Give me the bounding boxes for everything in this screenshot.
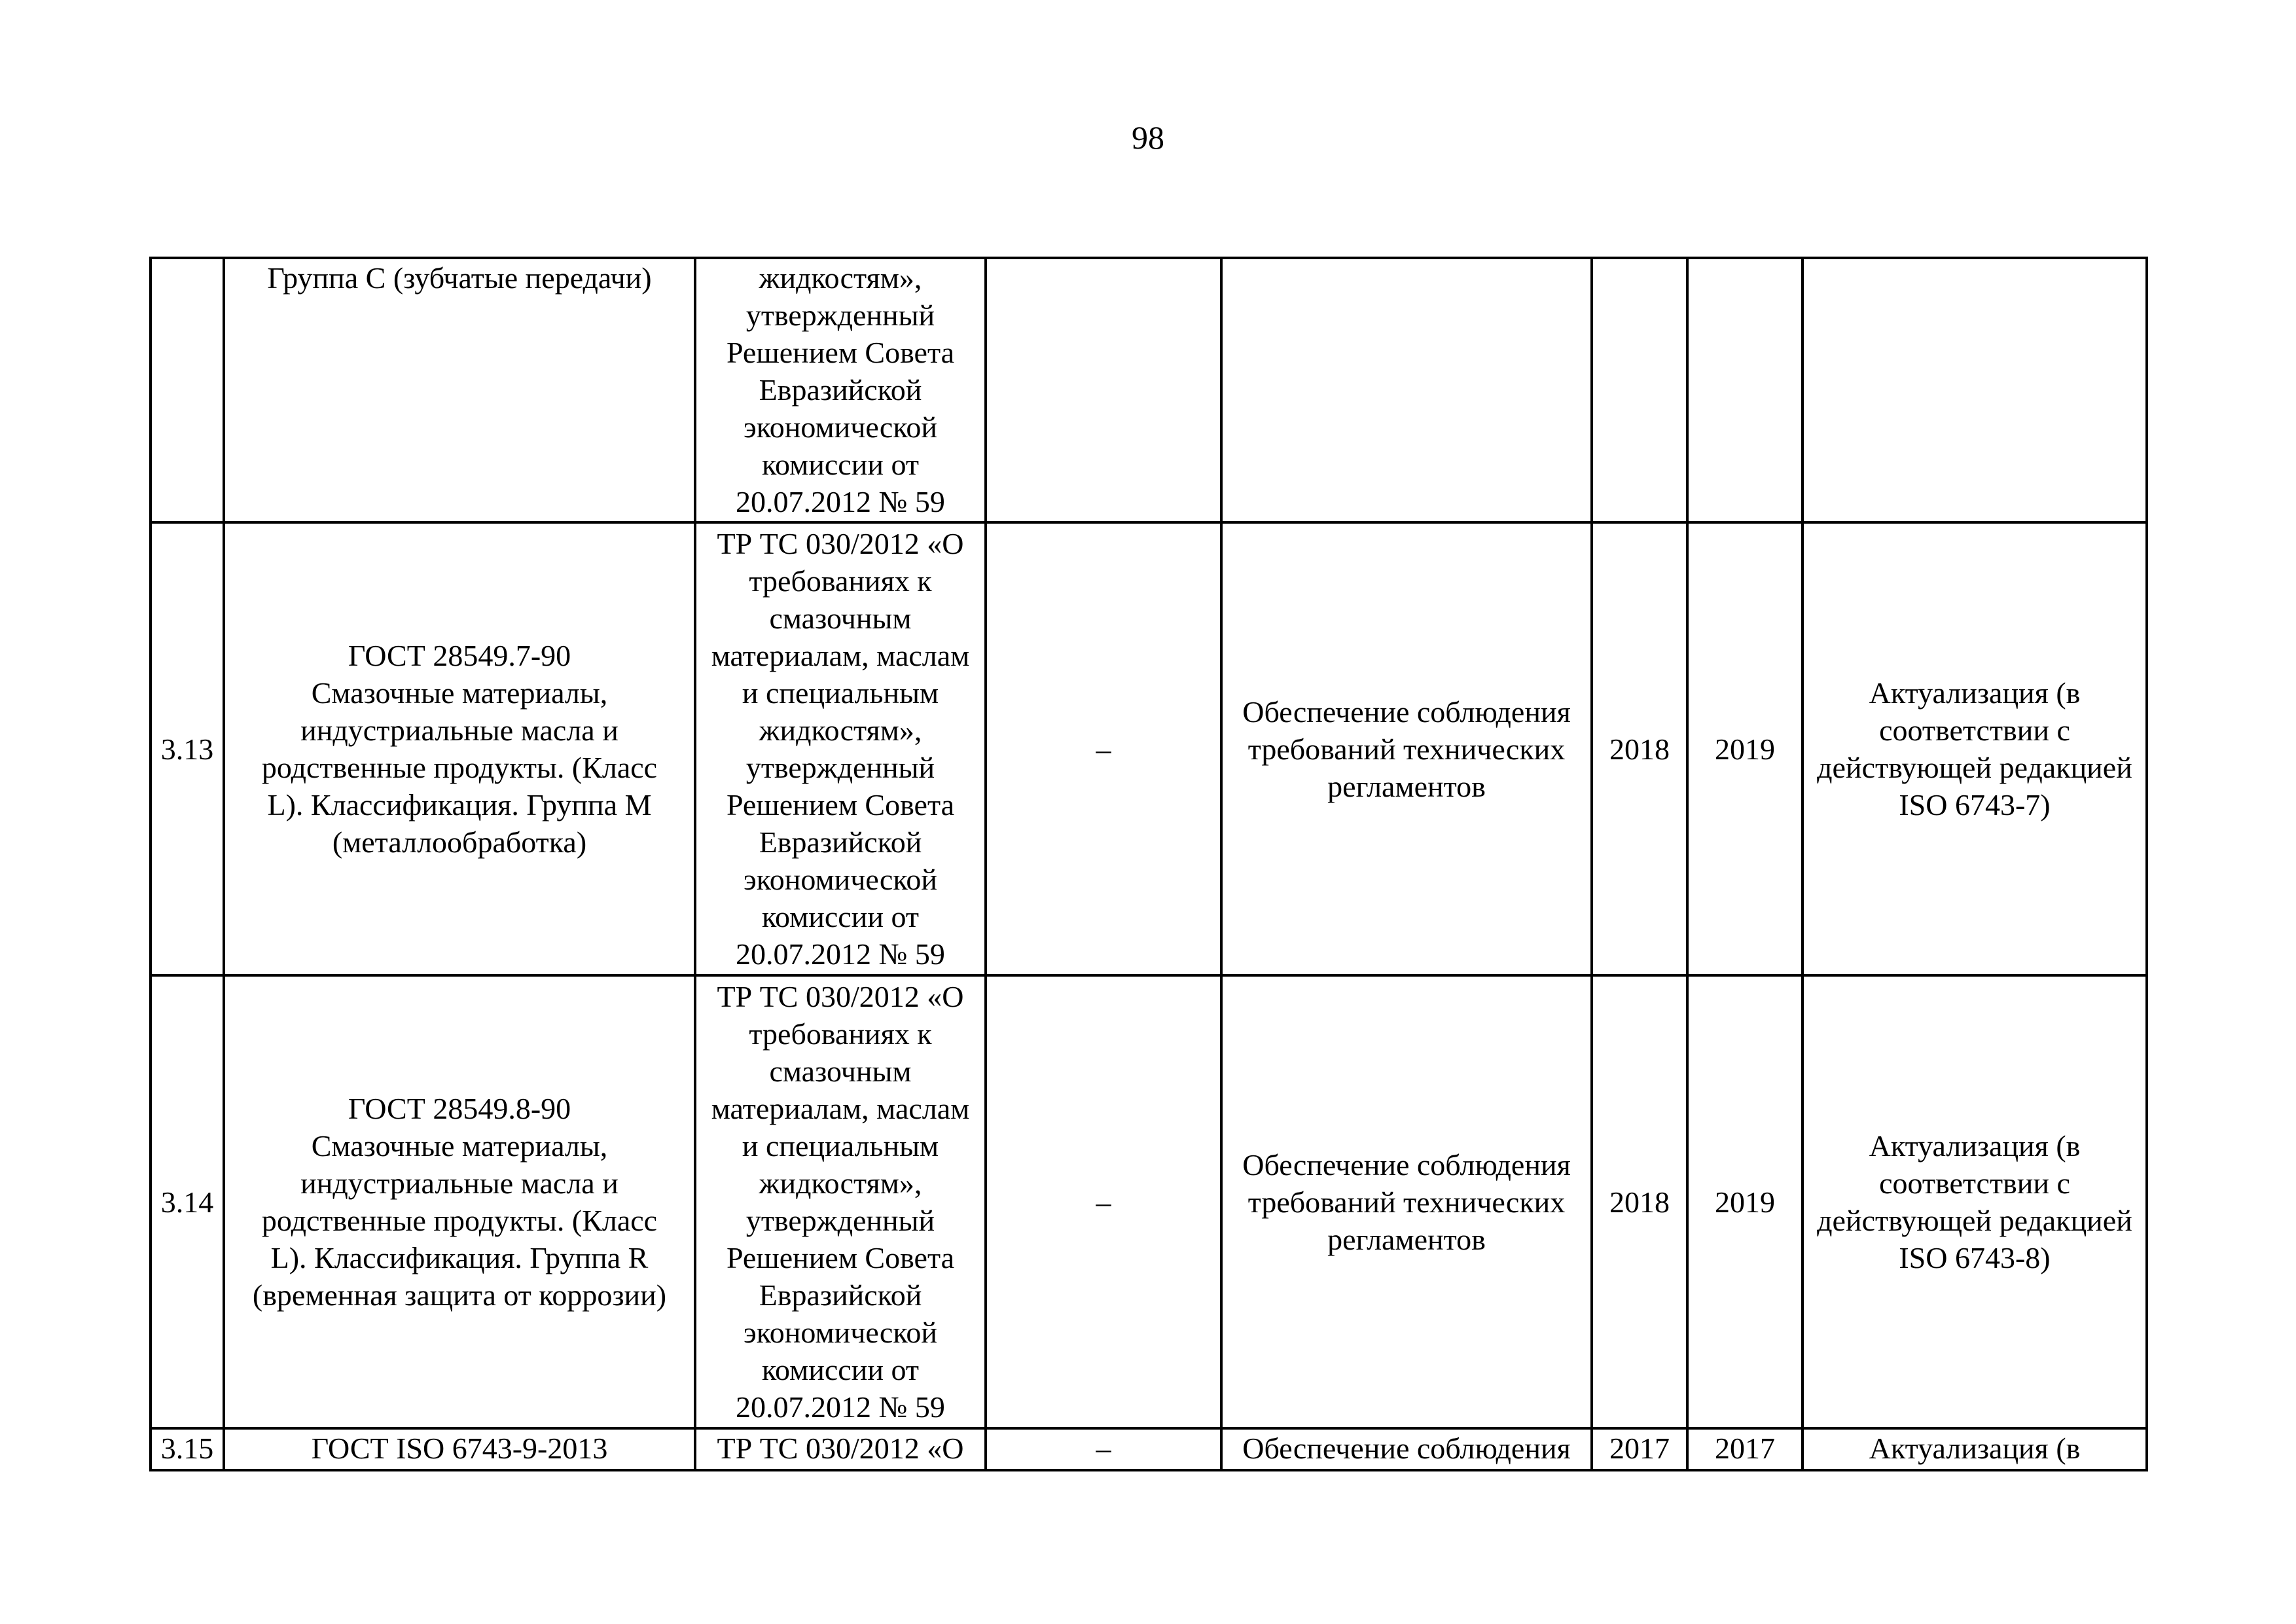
cell-text-line: и специальным xyxy=(742,1129,939,1163)
cell-text-line: жидкостям», xyxy=(759,713,922,747)
cell-text-line: Евразийской xyxy=(759,825,922,859)
cell-text-line: ГОСТ 28549.8-90 xyxy=(348,1092,571,1125)
cell-text-line: регламентов xyxy=(1327,769,1486,803)
cell-text-line: родственные продукты. (Класс xyxy=(261,751,658,784)
cell-text-line: действующей редакцией xyxy=(1817,751,2132,784)
cell-text-line: 20.07.2012 № 59 xyxy=(736,485,945,518)
page-number: 98 xyxy=(1132,119,1164,156)
cell-text-line: утвержденный xyxy=(745,751,935,784)
cell-text-line: утвержденный xyxy=(745,1204,935,1237)
end-year-cell: 2019 xyxy=(1687,975,1803,1428)
cell-text-line: (металлообработка) xyxy=(332,825,587,859)
start-year-cell xyxy=(1592,258,1687,522)
row-number-cell: 3.15 xyxy=(151,1428,224,1470)
note-cell xyxy=(1803,1428,2147,1470)
start-year-cell: 2018 xyxy=(1592,522,1687,975)
table-row xyxy=(151,258,2147,522)
cell-text-line: требований технических xyxy=(1247,1185,1566,1219)
standard-name-cell xyxy=(224,258,695,522)
justification-cell xyxy=(1221,258,1592,522)
cell-text-line: действующей редакцией xyxy=(1817,1204,2132,1237)
row-number-cell: 3.14 xyxy=(151,975,224,1428)
note-cell xyxy=(1803,522,2147,975)
cell-text-line: Группа С (зубчатые передачи) xyxy=(267,261,652,295)
cell-text-line: ТР ТС 030/2012 «О xyxy=(717,980,964,1013)
justification-cell xyxy=(1221,522,1592,975)
cell-text-line: 20.07.2012 № 59 xyxy=(736,937,945,971)
cell-text-line: жидкостям», xyxy=(759,261,922,295)
regulation-cell xyxy=(695,1428,986,1470)
cell-text-line: Евразийской xyxy=(759,373,922,406)
cell-text-line: требованиях к xyxy=(749,1017,932,1051)
end-year-cell: 2017 xyxy=(1687,1428,1803,1470)
cell-text-line: Актуализация (в xyxy=(1869,1432,2081,1465)
cell-text-line: Смазочные материалы, xyxy=(311,1129,608,1163)
cell-text-line: Обеспечение соблюдения xyxy=(1242,695,1571,729)
cell-text-line: Решением Совета xyxy=(726,788,955,821)
row-number-cell xyxy=(151,258,224,522)
table-row xyxy=(151,1428,2147,1470)
cell-text-line: ТР ТС 030/2012 «О xyxy=(717,1432,964,1465)
cell-text-line: ISO 6743-8) xyxy=(1899,1241,2051,1274)
note-cell xyxy=(1803,258,2147,522)
regulation-cell xyxy=(695,522,986,975)
cell-text-line: экономической xyxy=(744,1316,937,1349)
cell-text-line: родственные продукты. (Класс xyxy=(261,1204,658,1237)
cell-text-line: Евразийской xyxy=(759,1278,922,1312)
cell-text-line: 20.07.2012 № 59 xyxy=(736,1390,945,1424)
standard-name-cell xyxy=(224,522,695,975)
standards-table xyxy=(149,257,2148,1471)
cell-text-line: Обеспечение соблюдения xyxy=(1242,1432,1571,1465)
standard-name-cell xyxy=(224,1428,695,1470)
regulation-cell xyxy=(695,258,986,522)
cell-text-line: экономической xyxy=(744,863,937,896)
cell-text-line: и специальным xyxy=(742,676,939,710)
cell-text-line: ISO 6743-7) xyxy=(1899,788,2051,821)
cell-text-line: комиссии от xyxy=(762,448,919,481)
cell-text-line: ТР ТС 030/2012 «О xyxy=(717,527,964,560)
cell-text-line: соответствии с xyxy=(1879,1166,2070,1200)
start-year-cell: 2017 xyxy=(1592,1428,1687,1470)
cell-text-line: требований технических xyxy=(1247,732,1566,766)
code-cell xyxy=(986,258,1221,522)
cell-text-line: смазочным xyxy=(769,602,912,635)
end-year-cell: 2019 xyxy=(1687,522,1803,975)
cell-text-line: утвержденный xyxy=(745,298,935,332)
cell-text-line: Решением Совета xyxy=(726,336,955,369)
cell-text-line: Актуализация (в xyxy=(1869,1129,2081,1163)
table-row xyxy=(151,975,2147,1428)
row-number-cell: 3.13 xyxy=(151,522,224,975)
cell-text-line: смазочным xyxy=(769,1055,912,1088)
cell-text-line: комиссии от xyxy=(762,900,919,933)
cell-text-line: материалам, маслам xyxy=(711,639,970,672)
cell-text-line: Смазочные материалы, xyxy=(311,676,608,710)
cell-text-line: индустриальные масла и xyxy=(300,713,619,747)
standard-name-cell xyxy=(224,975,695,1428)
cell-text-line: индустриальные масла и xyxy=(300,1166,619,1200)
cell-text-line: L). Классификация. Группа R xyxy=(270,1241,649,1274)
justification-cell xyxy=(1221,1428,1592,1470)
code-cell: – xyxy=(986,975,1221,1428)
code-cell: – xyxy=(986,522,1221,975)
cell-text-line: Решением Совета xyxy=(726,1241,955,1274)
cell-text-line: жидкостям», xyxy=(759,1166,922,1200)
cell-text-line: (временная защита от коррозии) xyxy=(252,1278,667,1312)
cell-text-line: ГОСТ ISO 6743-9-2013 xyxy=(311,1432,608,1465)
note-cell xyxy=(1803,975,2147,1428)
code-cell: – xyxy=(986,1428,1221,1470)
table-row xyxy=(151,522,2147,975)
cell-text-line: экономической xyxy=(744,410,937,444)
cell-text-line: регламентов xyxy=(1327,1222,1486,1256)
cell-text-line: Обеспечение соблюдения xyxy=(1242,1147,1571,1182)
start-year-cell: 2018 xyxy=(1592,975,1687,1428)
cell-text-line: материалам, маслам xyxy=(711,1092,970,1125)
cell-text-line: ГОСТ 28549.7-90 xyxy=(348,639,571,672)
cell-text-line: требованиях к xyxy=(749,564,932,598)
cell-text-line: L). Классификация. Группа М xyxy=(267,788,652,821)
cell-text-line: комиссии от xyxy=(762,1353,919,1386)
cell-text-line: Актуализация (в xyxy=(1869,676,2081,710)
cell-text-line: соответствии с xyxy=(1879,713,2070,747)
regulation-cell xyxy=(695,975,986,1428)
justification-cell xyxy=(1221,975,1592,1428)
end-year-cell xyxy=(1687,258,1803,522)
